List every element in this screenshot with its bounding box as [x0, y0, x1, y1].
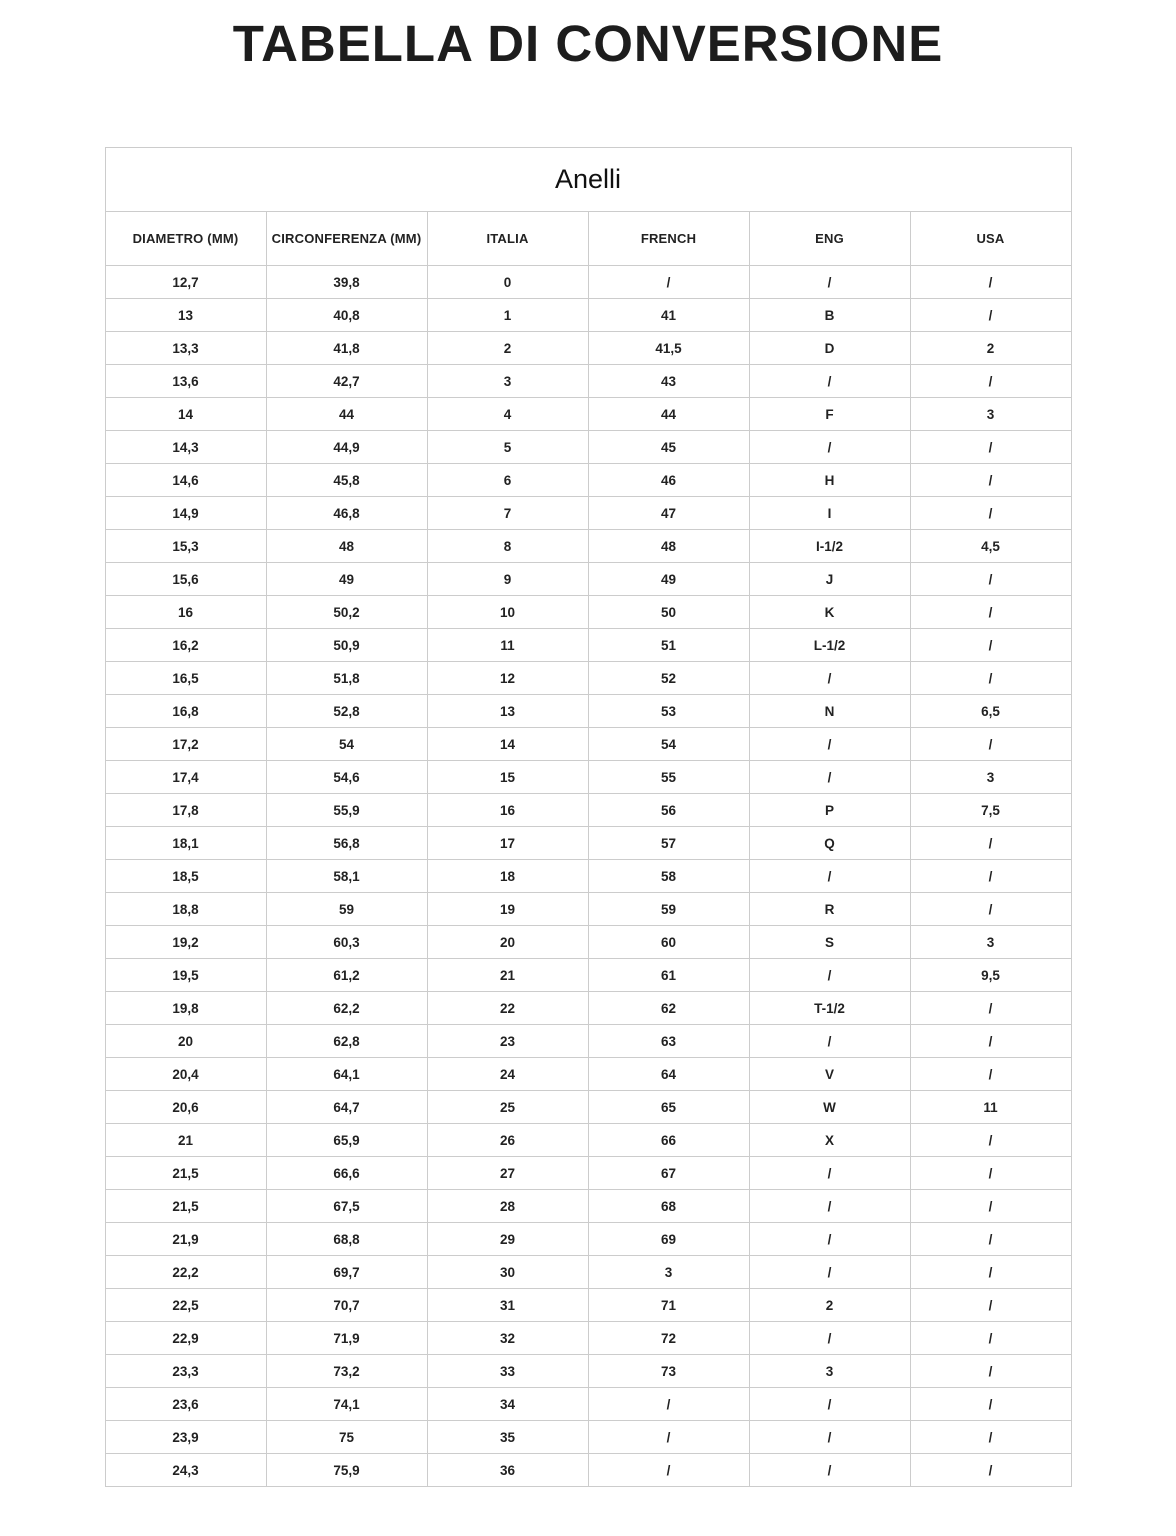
table-cell: / — [910, 365, 1071, 398]
table-cell: 71,9 — [266, 1322, 427, 1355]
table-cell: L-1/2 — [749, 629, 910, 662]
table-row — [105, 1421, 1071, 1454]
table-cell: 16 — [105, 596, 266, 629]
table-cell: 5 — [427, 431, 588, 464]
table-cell: / — [910, 1058, 1071, 1091]
table-cell: 56 — [588, 794, 749, 827]
table-cell: / — [910, 497, 1071, 530]
table-cell: 59 — [588, 893, 749, 926]
table-cell: 12 — [427, 662, 588, 695]
table-cell: 27 — [427, 1157, 588, 1190]
table-cell: 23,3 — [105, 1355, 266, 1388]
table-row — [105, 431, 1071, 464]
table-cell: / — [749, 1256, 910, 1289]
table-cell: 22,5 — [105, 1289, 266, 1322]
table-cell: 64 — [588, 1058, 749, 1091]
table-cell: / — [749, 1388, 910, 1421]
table-cell: 11 — [910, 1091, 1071, 1124]
table-row — [105, 1223, 1071, 1256]
table-cell: 68,8 — [266, 1223, 427, 1256]
table-cell: 69 — [588, 1223, 749, 1256]
table-cell: 45,8 — [266, 464, 427, 497]
table-cell: 18 — [427, 860, 588, 893]
table-row — [105, 1355, 1071, 1388]
table-cell: / — [749, 959, 910, 992]
table-cell: / — [910, 1025, 1071, 1058]
table-cell: 54,6 — [266, 761, 427, 794]
table-cell: / — [749, 1223, 910, 1256]
column-header-row — [105, 212, 1071, 266]
table-cell: 16,5 — [105, 662, 266, 695]
table-cell: 47 — [588, 497, 749, 530]
table-cell: 55,9 — [266, 794, 427, 827]
table-cell: 15,6 — [105, 563, 266, 596]
table-cell: 2 — [910, 332, 1071, 365]
table-row — [105, 1289, 1071, 1322]
table-cell: 65 — [588, 1091, 749, 1124]
table-cell: / — [910, 266, 1071, 299]
column-header: DIAMETRO (MM) — [105, 212, 266, 266]
table-cell: 17 — [427, 827, 588, 860]
table-cell: / — [910, 1190, 1071, 1223]
table-cell: 13 — [105, 299, 266, 332]
table-cell: / — [910, 860, 1071, 893]
table-cell: T-1/2 — [749, 992, 910, 1025]
table-row — [105, 1124, 1071, 1157]
table-row — [105, 530, 1071, 563]
table-cell: 51,8 — [266, 662, 427, 695]
table-cell: R — [749, 893, 910, 926]
table-cell: 52,8 — [266, 695, 427, 728]
table-cell: / — [749, 860, 910, 893]
table-cell: 2 — [749, 1289, 910, 1322]
table-cell: 23,9 — [105, 1421, 266, 1454]
table-cell: 22,2 — [105, 1256, 266, 1289]
column-header: CIRCONFERENZA (MM) — [266, 212, 427, 266]
table-cell: 18,1 — [105, 827, 266, 860]
table-cell: P — [749, 794, 910, 827]
table-cell: 19,2 — [105, 926, 266, 959]
table-cell: / — [749, 761, 910, 794]
table-cell: 18,5 — [105, 860, 266, 893]
table-cell: / — [588, 1388, 749, 1421]
table-cell: 67 — [588, 1157, 749, 1190]
table-cell: / — [749, 1421, 910, 1454]
table-cell: / — [910, 1256, 1071, 1289]
table-cell: 14 — [427, 728, 588, 761]
table-cell: 67,5 — [266, 1190, 427, 1223]
table-cell: 64,1 — [266, 1058, 427, 1091]
table-cell: 24 — [427, 1058, 588, 1091]
table-cell: / — [910, 629, 1071, 662]
table-cell: 41 — [588, 299, 749, 332]
table-cell: 48 — [266, 530, 427, 563]
table-cell: / — [910, 1421, 1071, 1454]
table-cell: 12,7 — [105, 266, 266, 299]
table-cell: 8 — [427, 530, 588, 563]
table-cell: 41,8 — [266, 332, 427, 365]
table-cell: 18,8 — [105, 893, 266, 926]
table-cell: 23 — [427, 1025, 588, 1058]
table-cell: 19,5 — [105, 959, 266, 992]
table-row — [105, 332, 1071, 365]
table-cell: X — [749, 1124, 910, 1157]
column-header: ENG — [749, 212, 910, 266]
table-row — [105, 299, 1071, 332]
column-header: USA — [910, 212, 1071, 266]
table-cell: / — [910, 728, 1071, 761]
table-cell: 21,5 — [105, 1157, 266, 1190]
table-row — [105, 728, 1071, 761]
table-cell: 20 — [105, 1025, 266, 1058]
table-cell: / — [749, 1190, 910, 1223]
table-cell: 60 — [588, 926, 749, 959]
table-cell: 43 — [588, 365, 749, 398]
table-cell: 29 — [427, 1223, 588, 1256]
table-cell: 21,9 — [105, 1223, 266, 1256]
table-cell: I-1/2 — [749, 530, 910, 563]
table-cell: D — [749, 332, 910, 365]
table-cell: 6 — [427, 464, 588, 497]
table-cell: 32 — [427, 1322, 588, 1355]
table-cell: 50,9 — [266, 629, 427, 662]
table-cell: 46 — [588, 464, 749, 497]
table-cell: 58,1 — [266, 860, 427, 893]
table-cell: 39,8 — [266, 266, 427, 299]
table-cell: 6,5 — [910, 695, 1071, 728]
table-cell: / — [910, 596, 1071, 629]
table-cell: 25 — [427, 1091, 588, 1124]
table-cell: 14 — [105, 398, 266, 431]
table-cell: 13,6 — [105, 365, 266, 398]
table-cell: 10 — [427, 596, 588, 629]
table-cell: / — [588, 1454, 749, 1487]
table-cell: / — [910, 299, 1071, 332]
table-cell: K — [749, 596, 910, 629]
conversion-table — [105, 147, 1072, 1487]
table-cell: 34 — [427, 1388, 588, 1421]
table-cell: 9 — [427, 563, 588, 596]
table-cell: / — [749, 1322, 910, 1355]
table-cell: / — [910, 1157, 1071, 1190]
table-row — [105, 1157, 1071, 1190]
table-cell: 71 — [588, 1289, 749, 1322]
table-cell: 19 — [427, 893, 588, 926]
table-cell: 62,2 — [266, 992, 427, 1025]
table-cell: 65,9 — [266, 1124, 427, 1157]
table-cell: 30 — [427, 1256, 588, 1289]
table-cell: 58 — [588, 860, 749, 893]
table-cell: 44 — [588, 398, 749, 431]
table-cell: W — [749, 1091, 910, 1124]
table-cell: B — [749, 299, 910, 332]
table-row — [105, 398, 1071, 431]
table-cell: 3 — [910, 398, 1071, 431]
table-cell: 31 — [427, 1289, 588, 1322]
table-cell: 17,8 — [105, 794, 266, 827]
table-cell: 75,9 — [266, 1454, 427, 1487]
table-cell: F — [749, 398, 910, 431]
table-cell: 35 — [427, 1421, 588, 1454]
table-cell: / — [910, 662, 1071, 695]
table-cell: / — [910, 1322, 1071, 1355]
table-row — [105, 761, 1071, 794]
table-cell: Q — [749, 827, 910, 860]
table-cell: 40,8 — [266, 299, 427, 332]
table-cell: 26 — [427, 1124, 588, 1157]
table-cell: 23,6 — [105, 1388, 266, 1421]
column-header: FRENCH — [588, 212, 749, 266]
table-cell: 14,6 — [105, 464, 266, 497]
table-cell: 16 — [427, 794, 588, 827]
table-row — [105, 1058, 1071, 1091]
table-cell: 53 — [588, 695, 749, 728]
table-cell: 36 — [427, 1454, 588, 1487]
table-cell: / — [749, 1454, 910, 1487]
table-cell: / — [910, 1124, 1071, 1157]
table-cell: 57 — [588, 827, 749, 860]
table-cell: 1 — [427, 299, 588, 332]
table-row — [105, 365, 1071, 398]
table-cell: 69,7 — [266, 1256, 427, 1289]
table-cell: / — [749, 1157, 910, 1190]
table-cell: 0 — [427, 266, 588, 299]
table-cell: 70,7 — [266, 1289, 427, 1322]
table-cell: 7,5 — [910, 794, 1071, 827]
table-cell: / — [910, 563, 1071, 596]
table-cell: 33 — [427, 1355, 588, 1388]
table-row — [105, 926, 1071, 959]
table-cell: 21,5 — [105, 1190, 266, 1223]
table-cell: S — [749, 926, 910, 959]
table-cell: / — [749, 266, 910, 299]
table-cell: 3 — [588, 1256, 749, 1289]
table-cell: 14,9 — [105, 497, 266, 530]
table-cell: 56,8 — [266, 827, 427, 860]
table-cell: 52 — [588, 662, 749, 695]
table-cell: 21 — [427, 959, 588, 992]
table-cell: 73 — [588, 1355, 749, 1388]
table-cell: 73,2 — [266, 1355, 427, 1388]
table-row — [105, 563, 1071, 596]
table-row — [105, 1256, 1071, 1289]
table-cell: 50,2 — [266, 596, 427, 629]
table-cell: 3 — [910, 761, 1071, 794]
table-cell: 21 — [105, 1124, 266, 1157]
table-cell: 3 — [427, 365, 588, 398]
table-cell: 13,3 — [105, 332, 266, 365]
table-row — [105, 959, 1071, 992]
table-cell: 72 — [588, 1322, 749, 1355]
table-cell: N — [749, 695, 910, 728]
table-cell: / — [910, 992, 1071, 1025]
table-cell: 17,2 — [105, 728, 266, 761]
table-cell: 4,5 — [910, 530, 1071, 563]
table-cell: / — [910, 827, 1071, 860]
table-cell: / — [910, 1355, 1071, 1388]
table-cell: 66,6 — [266, 1157, 427, 1190]
table-cell: 28 — [427, 1190, 588, 1223]
table-cell: 42,7 — [266, 365, 427, 398]
table-row — [105, 827, 1071, 860]
table-cell: / — [588, 266, 749, 299]
table-cell: 24,3 — [105, 1454, 266, 1487]
table-cell: 14,3 — [105, 431, 266, 464]
table-row — [105, 1388, 1071, 1421]
table-cell: 2 — [427, 332, 588, 365]
table-row — [105, 596, 1071, 629]
table-cell: 3 — [910, 926, 1071, 959]
table-row — [105, 794, 1071, 827]
table-cell: 54 — [266, 728, 427, 761]
table-cell: 49 — [266, 563, 427, 596]
table-row — [105, 1454, 1071, 1487]
table-cell: / — [910, 1223, 1071, 1256]
table-cell: 51 — [588, 629, 749, 662]
table-row — [105, 629, 1071, 662]
table-cell: 55 — [588, 761, 749, 794]
table-cell: J — [749, 563, 910, 596]
table-title: Anelli — [105, 148, 1071, 212]
table-row — [105, 695, 1071, 728]
table-cell: 60,3 — [266, 926, 427, 959]
table-row — [105, 1322, 1071, 1355]
table-row — [105, 1025, 1071, 1058]
table-cell: 44,9 — [266, 431, 427, 464]
table-row — [105, 497, 1071, 530]
page-title: TABELLA DI CONVERSIONE — [232, 15, 944, 72]
table-cell: 59 — [266, 893, 427, 926]
table-cell: 48 — [588, 530, 749, 563]
table-cell: 20 — [427, 926, 588, 959]
table-cell: 44 — [266, 398, 427, 431]
table-cell: / — [910, 1388, 1071, 1421]
table-cell: / — [588, 1421, 749, 1454]
table-cell: 16,2 — [105, 629, 266, 662]
table-cell: 45 — [588, 431, 749, 464]
table-cell: / — [749, 728, 910, 761]
table-cell: 68 — [588, 1190, 749, 1223]
table-cell: 61,2 — [266, 959, 427, 992]
table-cell: 50 — [588, 596, 749, 629]
table-head — [105, 148, 1071, 266]
table-cell: 16,8 — [105, 695, 266, 728]
table-cell: V — [749, 1058, 910, 1091]
table-body — [105, 266, 1071, 1487]
table-cell: / — [749, 1025, 910, 1058]
table-cell: 11 — [427, 629, 588, 662]
table-cell: / — [910, 464, 1071, 497]
table-cell: 46,8 — [266, 497, 427, 530]
table-cell: 66 — [588, 1124, 749, 1157]
table-cell: 63 — [588, 1025, 749, 1058]
table-row — [105, 266, 1071, 299]
table-cell: 7 — [427, 497, 588, 530]
table-cell: / — [749, 431, 910, 464]
table-cell: 75 — [266, 1421, 427, 1454]
table-row — [105, 1190, 1071, 1223]
table-cell: 22,9 — [105, 1322, 266, 1355]
table-cell: 19,8 — [105, 992, 266, 1025]
table-cell: 49 — [588, 563, 749, 596]
table-cell: / — [910, 893, 1071, 926]
table-cell: 41,5 — [588, 332, 749, 365]
table-cell: 62 — [588, 992, 749, 1025]
table-cell: I — [749, 497, 910, 530]
table-cell: 13 — [427, 695, 588, 728]
table-cell: 20,6 — [105, 1091, 266, 1124]
column-header: ITALIA — [427, 212, 588, 266]
table-cell: / — [910, 1454, 1071, 1487]
table-cell: 74,1 — [266, 1388, 427, 1421]
table-cell: / — [749, 662, 910, 695]
table-row — [105, 662, 1071, 695]
table-cell: / — [910, 431, 1071, 464]
table-cell: 62,8 — [266, 1025, 427, 1058]
table-cell: 22 — [427, 992, 588, 1025]
table-cell: 4 — [427, 398, 588, 431]
table-row — [105, 860, 1071, 893]
table-cell: 64,7 — [266, 1091, 427, 1124]
table-cell: 3 — [749, 1355, 910, 1388]
table-cell: 61 — [588, 959, 749, 992]
table-cell: 15,3 — [105, 530, 266, 563]
table-row — [105, 1091, 1071, 1124]
table-cell: 15 — [427, 761, 588, 794]
table-cell: 20,4 — [105, 1058, 266, 1091]
table-cell: / — [910, 1289, 1071, 1322]
table-title-row — [105, 148, 1071, 212]
table-cell: 9,5 — [910, 959, 1071, 992]
table-cell: / — [749, 365, 910, 398]
table-cell: 54 — [588, 728, 749, 761]
table-row — [105, 893, 1071, 926]
table-cell: H — [749, 464, 910, 497]
table-row — [105, 992, 1071, 1025]
table-cell: 17,4 — [105, 761, 266, 794]
table-row — [105, 464, 1071, 497]
